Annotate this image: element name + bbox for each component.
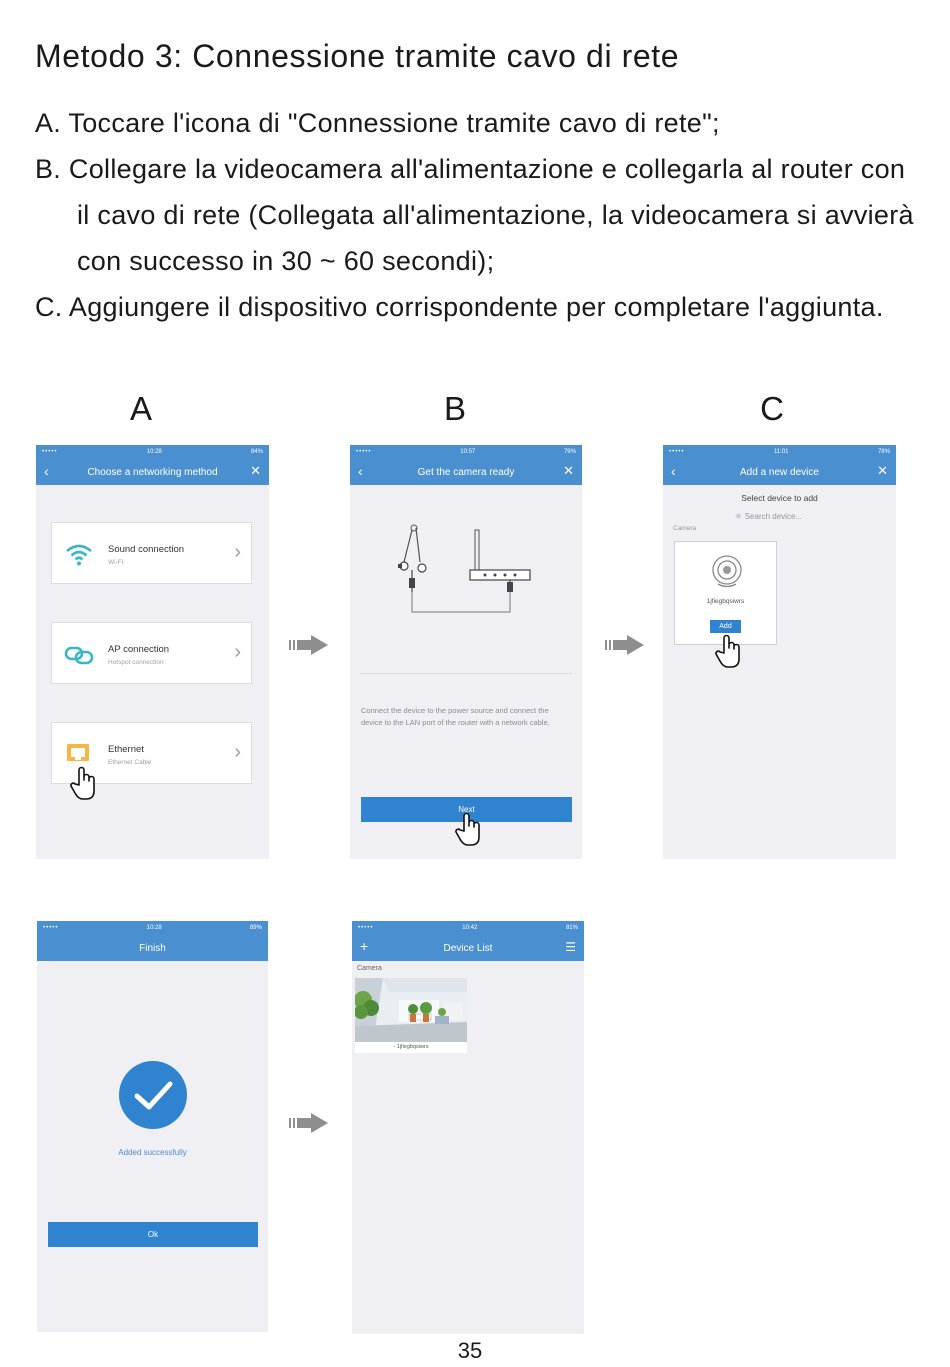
- screen-header: Add a new device: [740, 466, 819, 478]
- clock: 10:42: [462, 925, 478, 931]
- ok-button[interactable]: Ok: [48, 1222, 258, 1247]
- instruction-text: Connect the device to the power source and connect the device to the LAN port of the router with a network cable.: [361, 706, 550, 727]
- signal-indicator: •••••: [669, 449, 685, 455]
- column-label-a: A: [129, 390, 152, 427]
- device-name: 1jfiegbqsiwrs: [706, 598, 745, 605]
- tap-hand-icon: [70, 765, 98, 801]
- back-icon[interactable]: ‹: [358, 463, 363, 479]
- link-icon: [63, 639, 95, 671]
- chevron-right-icon: ›: [234, 741, 241, 763]
- plus-icon[interactable]: +: [360, 938, 369, 954]
- signal-indicator: •••••: [356, 449, 372, 455]
- title-bar: [36, 459, 269, 485]
- screen-header: Get the camera ready: [417, 466, 515, 478]
- chevron-right-icon: ›: [234, 641, 241, 663]
- close-icon[interactable]: ✕: [877, 463, 888, 478]
- battery-level: 81%: [565, 925, 578, 931]
- success-message: Added successfully: [118, 1148, 187, 1157]
- battery-level: 78%: [877, 449, 890, 455]
- screenshot-d-finish: [37, 921, 268, 1332]
- battery-level: 89%: [249, 925, 262, 931]
- arrow-right-icon: [289, 1112, 329, 1134]
- battery-level: 79%: [563, 449, 576, 455]
- check-circle-icon: [118, 1060, 188, 1130]
- select-device-subtitle: Select device to add: [741, 493, 818, 503]
- clock: 11:01: [773, 449, 789, 455]
- option-subtitle: Ethernet Cable: [108, 759, 152, 766]
- status-bar: [350, 445, 582, 459]
- back-icon[interactable]: ‹: [44, 463, 49, 479]
- status-bar: [663, 445, 896, 459]
- option-title: Sound connection: [108, 544, 185, 555]
- step-a: A. Toccare l'icona di "Connessione tramite cavo di rete";: [35, 108, 720, 138]
- screen-header: Device List: [443, 942, 493, 954]
- option-subtitle: Wi-Fi: [108, 559, 124, 566]
- battery-level: 84%: [250, 449, 263, 455]
- search-status-text: Search device...: [744, 512, 803, 521]
- option-title: Ethernet: [108, 744, 144, 755]
- camera-device-icon: [709, 554, 745, 590]
- step-b: B. Collegare la videocamera all'alimentazione e collegarla al router con il cavo di rete (Collegata all'alimentazione, la videocamera si avvierà con successo in 30 ~ 60 secondi);: [35, 154, 914, 276]
- clock: 10:28: [146, 925, 162, 931]
- title-bar: [352, 935, 584, 961]
- wifi-icon: [63, 539, 95, 571]
- close-icon[interactable]: ✕: [563, 463, 574, 478]
- column-label-b: B: [443, 390, 466, 427]
- clock: 10:57: [460, 449, 476, 455]
- option-sound-connection[interactable]: [51, 522, 252, 584]
- page-number: 35: [457, 1338, 483, 1363]
- title-bar: [350, 459, 582, 485]
- instruction-steps: [35, 100, 915, 330]
- title-bar: [663, 459, 896, 485]
- status-bar: [352, 921, 584, 935]
- screenshot-b-camera-ready: [350, 445, 582, 859]
- clock: 10:28: [146, 449, 162, 455]
- arrow-right-icon: [605, 634, 645, 656]
- status-bar: [36, 445, 269, 459]
- screenshot-c-add-device: [663, 445, 896, 859]
- screenshot-e-device-list: [352, 921, 584, 1334]
- loading-spinner-icon: ✳: [735, 512, 742, 521]
- tap-hand-icon: [715, 633, 743, 669]
- device-card[interactable]: [674, 541, 777, 645]
- option-subtitle: Hotspot connection: [108, 659, 164, 666]
- close-icon[interactable]: ✕: [250, 463, 261, 478]
- signal-indicator: •••••: [358, 925, 374, 931]
- section-label: Camera: [357, 965, 382, 972]
- page-title: Metodo 3: Connessione tramite cavo di rete: [35, 38, 680, 74]
- status-bar: [37, 921, 268, 935]
- arrow-right-icon: [289, 634, 329, 656]
- option-title: AP connection: [108, 644, 170, 655]
- add-button[interactable]: Add: [710, 620, 741, 633]
- search-status: [735, 512, 802, 521]
- tap-hand-icon: [455, 811, 483, 847]
- signal-indicator: •••••: [43, 925, 59, 931]
- column-label-c: C: [760, 390, 784, 427]
- menu-icon[interactable]: ☰: [565, 940, 576, 954]
- signal-indicator: •••••: [42, 449, 58, 455]
- camera-preview-thumbnail: [355, 978, 467, 1042]
- step-c: C. Aggiungere il dispositivo corrispondente per completare l'aggiunta.: [35, 292, 884, 322]
- title-bar: [37, 935, 268, 961]
- next-button[interactable]: Next: [361, 797, 572, 822]
- chevron-right-icon: ›: [234, 541, 241, 563]
- screen-header: Choose a networking method: [87, 466, 218, 478]
- device-caption: - 1jfiegbqsiwrs: [393, 1044, 429, 1050]
- camera-router-connection-illustration: [390, 520, 550, 620]
- option-ap-connection[interactable]: [51, 622, 252, 684]
- divider: [360, 673, 572, 674]
- back-icon[interactable]: ‹: [671, 463, 676, 479]
- screen-header: Finish: [139, 942, 166, 954]
- device-tile[interactable]: [355, 978, 467, 1053]
- screenshot-a-networking-method: [36, 445, 269, 859]
- section-label: Camera: [673, 525, 697, 532]
